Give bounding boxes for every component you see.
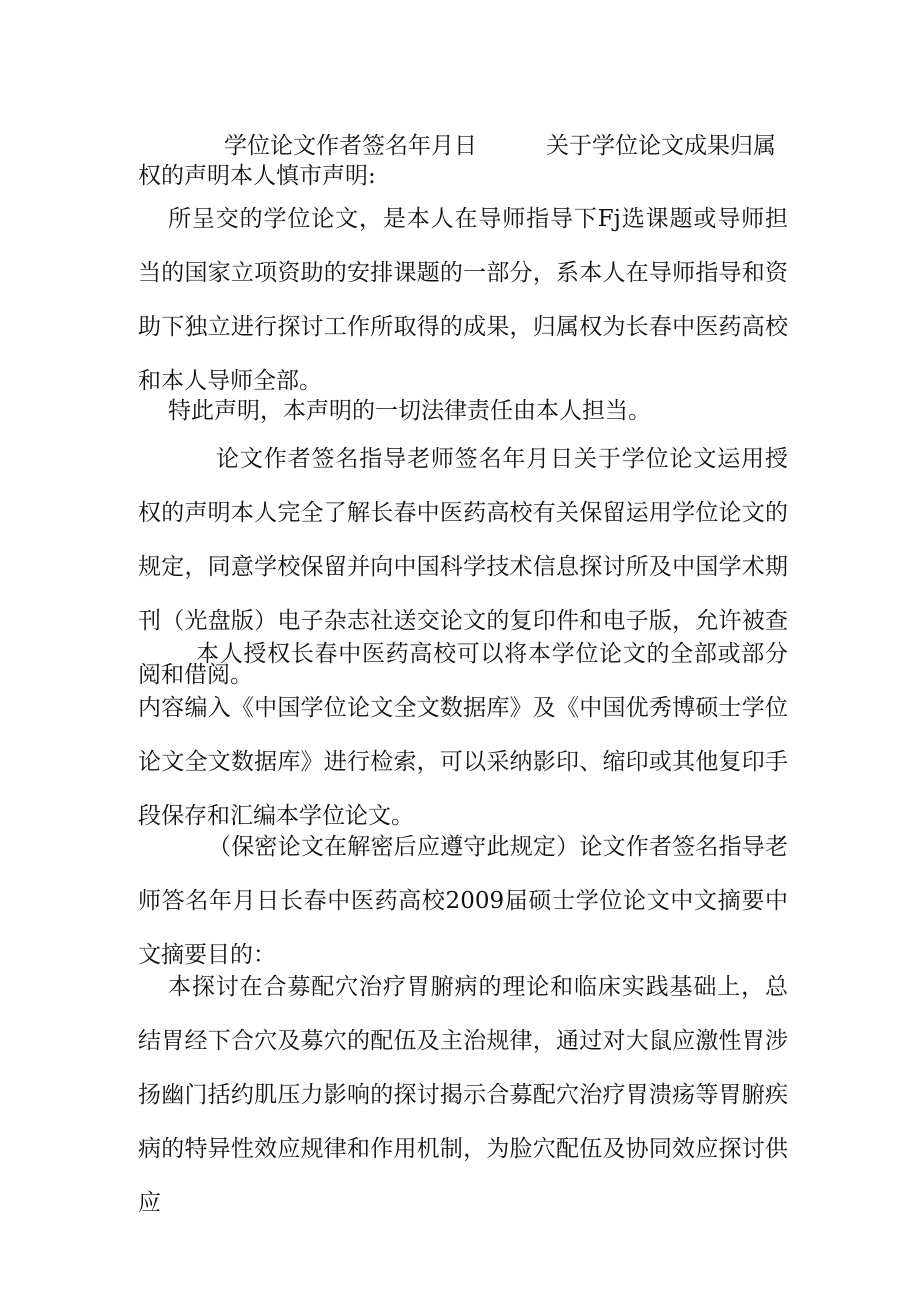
author-signature-date-label: 学位论文作者签名年月日 [224,133,477,159]
declaration-heading [138,131,788,191]
heading-line-2: 权的声明本人慎市声明: [138,163,376,189]
paragraph-confidentiality-abstract: （保密论文在解密后应遵守此规定）论文作者签名指导老师答名年月日长春中医药高校2009届硕士学位论文中文摘要中文摘要目的： [138,834,788,968]
ownership-declaration-title: 关于学位论文成果归属 [546,133,776,159]
paragraph-database-authorization: 本人授权长春中医药高校可以将本学位论文的全部或部分内容编入《中国学位论文全文数据库》及《中国优秀博硕士学位论文全文数据库》进行检索，可以采纳影印、缩印或其他复印手段保存和汇编本学位论文。 [138,641,788,829]
paragraph-usage-authorization: 论文作者签名指导老师签名年月日关于学位论文运用授权的声明本人完全了解长春中医药高校有关保留运用学位论文的规定，同意学校保留并向中国科学技术信息探讨所及中国学术期刊（光盘版）电子杂志社送交论文的复印件和电子版，允许被查阅和借阅。 [138,446,788,688]
paragraph-ownership: 所呈交的学位论文，是本人在导师指导下Fj选课题或导师担当的国家立项资助的安排课题的一部分，系本人在导师指导和资助下独立进行探讨工作所取得的成果，归属权为长春中医药高校和本人导师全部。 [138,206,788,394]
paragraph-legal-responsibility: 特此声明，本声明的一切法律责任由本人担当。 [168,398,651,424]
paragraph-abstract-objective: 本探讨在合募配穴治疗胃腑病的理论和临床实践基础上，总结胃经下合穴及募穴的配伍及主治规律，通过对大鼠应激性胃涉扬幽门括约肌压力影响的探讨揭示合募配穴治疗胃溃疡等胃腑疾病的特异性效应规律和作用机制，为脸穴配伍及协同效应探讨供应 [138,974,788,1216]
heading-line-1 [138,131,788,161]
